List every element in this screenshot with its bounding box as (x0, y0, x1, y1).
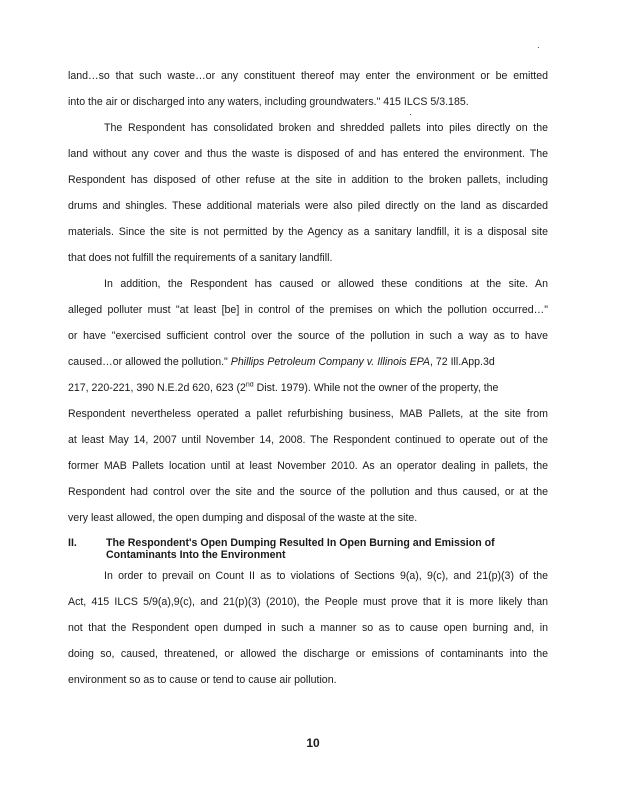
body-line: not that the Respondent open dumped in such a manner so as to cause open burning and, in (68, 622, 548, 634)
body-line: at least May 14, 2007 until November 14, 2008. The Respondent continued to operate out of the (68, 434, 548, 446)
body-line: or have "exercised sufficient control over the source of the pollution in such a way as to have (68, 330, 548, 342)
body-line: doing so, caused, threatened, or allowed the discharge or emissions of contaminants into the (68, 648, 548, 660)
body-line: into the air or discharged into any waters, including groundwaters." 415 ILCS 5/3.185. (68, 96, 469, 108)
body-text: Dist. 1979). While not the owner of the property, the (253, 382, 499, 394)
section-title (106, 537, 546, 561)
scan-mark (410, 114, 411, 115)
body-line: former MAB Pallets location until at least November 2010. As an operator dealing in pallets, the (68, 460, 548, 472)
body-line: environment so as to cause or tend to cause air pollution. (68, 674, 337, 686)
body-line: Respondent had control over the site and the source of the pollution and thus caused, or at the (68, 486, 548, 498)
scan-mark (538, 47, 539, 48)
body-line: Respondent has disposed of other refuse at the site in addition to the broken pallets, including (68, 174, 548, 186)
page-number: 10 (306, 736, 320, 750)
body-line-with-citation (68, 356, 548, 369)
body-line: that does not fulfill the requirements of a sanitary landfill. (68, 252, 333, 264)
body-line: Respondent nevertheless operated a pallet refurbishing business, MAB Pallets, at the site from (68, 408, 548, 420)
body-text: 217, 220-221, 390 N.E.2d 620, 623 (2 (68, 382, 246, 394)
section-heading (68, 537, 548, 563)
section-title-line: Contaminants Into the Environment (106, 549, 286, 561)
body-line: materials. Since the site is not permitted by the Agency as a sanitary landfill, it is a disposal site (68, 226, 548, 238)
superscript: nd (245, 382, 254, 389)
body-text: , 72 Ill.App.3d (429, 356, 495, 368)
body-line: In addition, the Respondent has caused or allowed these conditions at the site. An (104, 278, 548, 290)
body-text: caused…or allowed the pollution." (68, 356, 228, 368)
body-line: alleged polluter must "at least [be] in control of the premises on which the pollution occurred…" (68, 304, 548, 316)
section-number: II. (68, 537, 77, 549)
body-line: Act, 415 ILCS 5/9(a),9(c), and 21(p)(3) (2010), the People must prove that it is more likely than (68, 596, 548, 608)
body-line: very least allowed, the open dumping and disposal of the waste at the site. (68, 512, 418, 524)
section-title-line: The Respondent's Open Dumping Resulted In Open Burning and Emission of (106, 537, 495, 549)
body-line: The Respondent has consolidated broken and shredded pallets into piles directly on the (104, 122, 548, 134)
body-line: In order to prevail on Count II as to violations of Sections 9(a), 9(c), and 21(p)(3) of the (104, 570, 548, 582)
body-line: drums and shingles. These additional materials were also piled directly on the land as discarded (68, 200, 548, 212)
case-citation: Phillips Petroleum Company v. Illinois EPA (230, 356, 430, 368)
body-line-with-superscript (68, 382, 548, 395)
body-line: land without any cover and thus the waste is disposed of and has entered the environment. The (68, 148, 548, 160)
body-line: land…so that such waste…or any constituent thereof may enter the environment or be emitted (68, 70, 548, 82)
